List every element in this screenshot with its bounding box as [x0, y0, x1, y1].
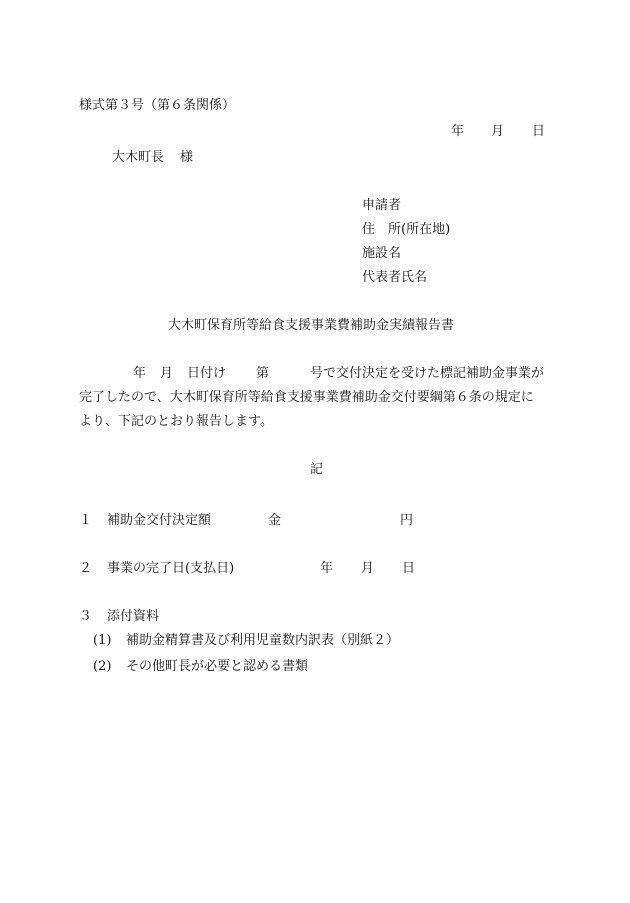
subitem-2-number: (2) [93, 659, 112, 674]
subitem-1-text: 補助金精算書及び利用児童数内訳表（別紙２） [126, 633, 400, 648]
body-dai: 第 [256, 366, 270, 381]
body-line2: 完了したので、大木町保育所等給食支援事業費補助金交付要綱第６条の規定に [79, 390, 534, 405]
document-title: 大木町保育所等給食支援事業費補助金実績報告書 [168, 318, 455, 333]
body-line1-rest: 号で交付決定を受けた標記補助金事業が [310, 366, 545, 381]
applicant-label: 申請者 [362, 198, 402, 213]
item1-yen: 円 [400, 513, 414, 528]
item2-number: ２ [79, 561, 93, 576]
date-day: 日 [532, 124, 546, 139]
item1-number: １ [79, 513, 93, 528]
item2-label: 事業の完了日(支払日) [107, 561, 235, 576]
subitem-1-number: (1) [93, 633, 112, 648]
item1-label: 補助金交付決定額 [107, 513, 212, 528]
date-month: 月 [491, 124, 505, 139]
item2-day: 日 [402, 561, 416, 576]
item2-month: 月 [361, 561, 375, 576]
applicant-representative: 代表者氏名 [362, 270, 428, 285]
body-line3: より、下記のとおり報告します。 [79, 414, 273, 429]
body-month: 月 [160, 366, 174, 381]
item1-kin: 金 [268, 513, 282, 528]
date-year: 年 [451, 124, 465, 139]
item3-label: 添付資料 [107, 609, 160, 624]
subitem-2-text: その他町長が必要と認める書類 [126, 659, 309, 674]
body-year: 年 [133, 366, 147, 381]
item2-year: 年 [320, 561, 334, 576]
body-day-ref: 日付け [187, 366, 227, 381]
addressee-honorific: 様 [180, 150, 194, 165]
item3-number: ３ [79, 609, 93, 624]
ki-heading: 記 [310, 462, 324, 477]
addressee-name: 大木町長 [112, 150, 165, 165]
applicant-address: 住 所(所在地) [362, 222, 451, 237]
applicant-facility: 施設名 [362, 246, 402, 261]
form-number: 様式第３号（第６条関係） [79, 98, 236, 113]
